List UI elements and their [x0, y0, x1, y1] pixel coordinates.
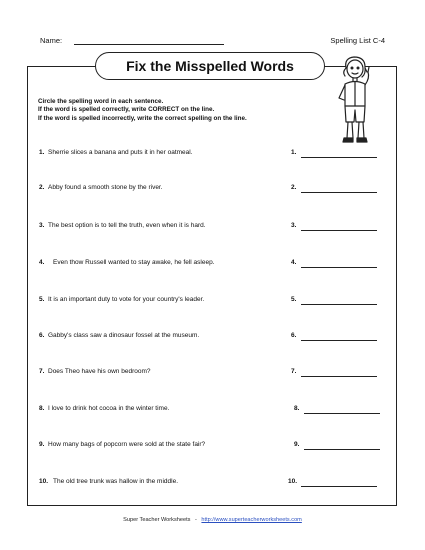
answer-line[interactable]	[301, 157, 377, 158]
answer-number: 3.	[291, 222, 297, 229]
answer-number: 5.	[291, 296, 297, 303]
question-sentence: Does Theo have his own bedroom?	[48, 368, 151, 375]
name-line	[74, 44, 224, 45]
question-sentence: The old tree trunk was hallow in the middle.	[53, 478, 179, 485]
question-number: 3.	[39, 222, 45, 229]
question-sentence: Gabby's class saw a dinosaur fossel at the museum.	[48, 332, 200, 339]
question-number: 5.	[39, 296, 45, 303]
teacher-mascot-illustration	[332, 54, 378, 150]
question-row	[39, 259, 384, 271]
question-number: 1.	[39, 149, 45, 156]
question-number: 2.	[39, 184, 45, 191]
question-row	[39, 184, 384, 196]
footer-url-link[interactable]: http://www.superteacherworksheets.com	[201, 517, 302, 523]
instruction-line: If the word is spelled incorrectly, write the correct spelling on the line.	[38, 114, 247, 122]
question-number: 9.	[39, 441, 45, 448]
question-number: 8.	[39, 405, 45, 412]
answer-number: 6.	[291, 332, 297, 339]
footer	[0, 517, 425, 523]
answer-line[interactable]	[301, 486, 377, 487]
question-row	[39, 332, 384, 344]
question-number: 6.	[39, 332, 45, 339]
answer-line[interactable]	[304, 449, 380, 450]
question-row	[39, 296, 384, 308]
footer-separator: -	[194, 517, 197, 523]
instruction-line: Circle the spelling word in each sentence.	[38, 98, 164, 105]
question-row	[39, 405, 384, 417]
worksheet-title-text: Fix the Misspelled Words	[126, 58, 294, 74]
answer-number: 1.	[291, 149, 297, 156]
question-sentence: The best option is to tell the truth, even when it is hard.	[48, 222, 206, 229]
answer-number: 9.	[294, 441, 300, 448]
worksheet-header	[36, 34, 389, 48]
answer-number: 10.	[288, 478, 298, 485]
spelling-list-id: Spelling List C-4	[330, 36, 385, 45]
question-sentence: Even thow Russell wanted to stay awake, he fell asleep.	[53, 259, 215, 266]
answer-number: 2.	[291, 184, 297, 191]
question-row	[39, 441, 384, 453]
question-number: 4.	[39, 259, 45, 266]
answer-line[interactable]	[301, 230, 377, 231]
question-row	[39, 149, 384, 161]
answer-line[interactable]	[301, 376, 377, 377]
answer-line[interactable]	[301, 192, 377, 193]
answer-line[interactable]	[301, 267, 377, 268]
question-sentence: Sherrie slices a banana and puts it in her oatmeal.	[48, 149, 193, 156]
question-row	[39, 368, 384, 380]
question-sentence: It is an important duty to vote for your country's leader.	[48, 296, 205, 303]
question-sentence: How many bags of popcorn were sold at the state fair?	[48, 441, 206, 448]
question-number: 7.	[39, 368, 45, 375]
answer-line[interactable]	[301, 340, 377, 341]
question-sentence: I love to drink hot cocoa in the winter time.	[48, 405, 170, 412]
question-row	[39, 478, 384, 490]
answer-number: 4.	[291, 259, 297, 266]
question-sentence: Abby found a smooth stone by the river.	[48, 184, 163, 191]
answer-line[interactable]	[301, 304, 377, 305]
instructions	[38, 98, 338, 123]
question-row	[39, 222, 384, 234]
answer-number: 8.	[294, 405, 300, 412]
name-label: Name:	[40, 36, 63, 45]
answer-number: 7.	[291, 368, 297, 375]
footer-brand: Super Teacher Worksheets	[123, 517, 191, 523]
worksheet-title	[95, 52, 325, 80]
instruction-line: If the word is spelled correctly, write CORRECT on the line.	[38, 106, 215, 114]
question-number: 10.	[39, 478, 49, 485]
answer-line[interactable]	[304, 413, 380, 414]
